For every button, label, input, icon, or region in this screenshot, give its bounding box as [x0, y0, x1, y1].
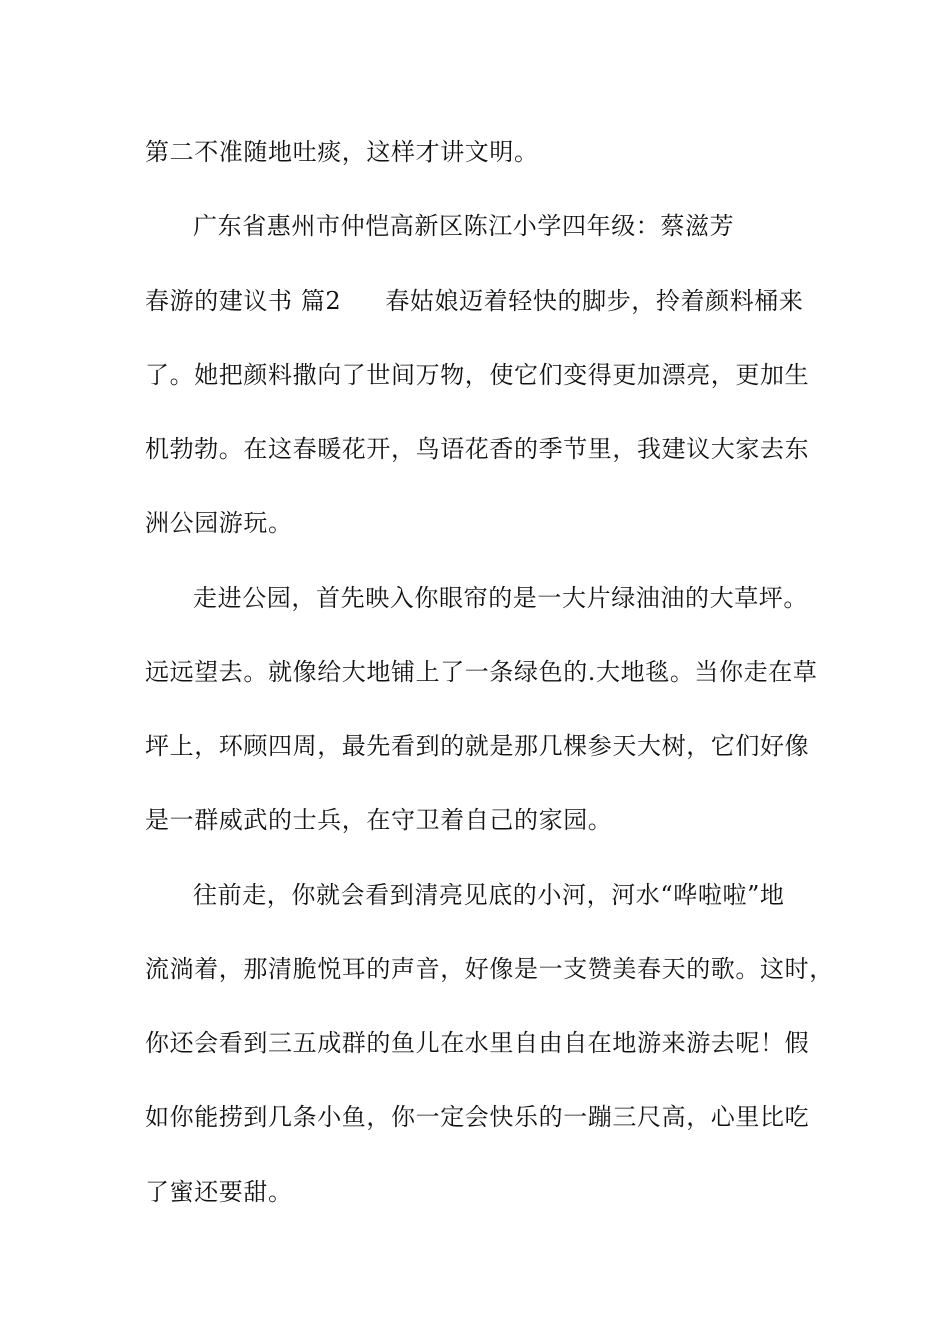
text-line: 流淌着，那清脆悦耳的声音，好像是一支赞美春天的歌。这时，	[145, 955, 834, 983]
author-line: 广东省惠州市仲恺高新区陈江小学四年级：蔡滋芳	[193, 212, 735, 240]
paragraph-start: 往前走，你就会看到清亮见底的小河，河水“哗啦啦”地	[193, 881, 785, 909]
text-line: 第二不准随地吐痰，这样才讲文明。	[145, 138, 539, 166]
text-line: 是一群威武的士兵，在守卫着自己的家园。	[145, 806, 613, 834]
paragraph-start: 走进公园，首先映入你眼帘的是一大片绿油油的大草坪。	[193, 584, 808, 612]
text-line: 坪上，环顾四周，最先看到的就是那几棵参天大树，它们好像	[145, 732, 810, 760]
text-line: 机勃勃。在这春暖花开，鸟语花香的季节里，我建议大家去东	[145, 435, 810, 463]
text-line: 你还会看到三五成群的鱼儿在水里自由自在地游来游去呢！假	[145, 1029, 810, 1057]
text-span: 春姑娘迈着轻快的脚步，拎着颜料桶来	[385, 287, 804, 315]
article-title: 春游的建议书 篇2	[145, 287, 342, 315]
heading-line	[145, 286, 804, 316]
text-line: 了蜜还要甜。	[145, 1178, 293, 1206]
text-line: 远远望去。就像给大地铺上了一条绿色的.大地毯。当你走在草	[145, 658, 818, 686]
text-line: 了。她把颜料撒向了世间万物，使它们变得更加漂亮，更加生	[145, 361, 810, 389]
text-line: 洲公园游玩。	[145, 509, 293, 537]
text-line: 如你能捞到几条小鱼，你一定会快乐的一蹦三尺高，心里比吃	[145, 1103, 810, 1131]
